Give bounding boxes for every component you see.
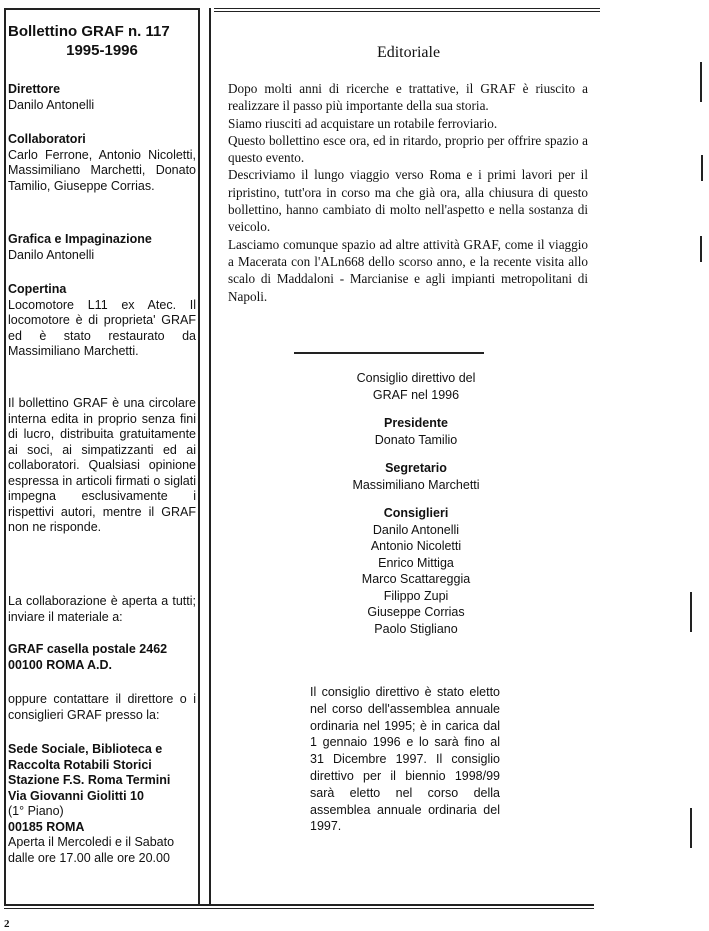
president-name: Donato Tamilio bbox=[374, 432, 458, 447]
editorial-paragraph: Descriviamo il lungo viaggio verso Roma e i primi lavori per il ripristino, tutt'ora in corso ma che già ora, alla chiusura di questo bollettino, hanno cambiato di molto nell'aspetto e nella sostanza di veicolo. bbox=[228, 167, 588, 235]
address-line3: Via Giovanni Giolitti 10 bbox=[8, 788, 144, 803]
councillor-name: Filippo Zupi bbox=[383, 588, 449, 603]
graphics-label: Grafica e Impaginazione bbox=[8, 232, 152, 246]
bottom-rule-2 bbox=[4, 908, 594, 909]
council-top-rule bbox=[294, 352, 484, 354]
collaborators-label: Collaboratori bbox=[8, 132, 86, 146]
address-line5: 00185 ROMA bbox=[8, 819, 85, 834]
director-label: Direttore bbox=[8, 82, 61, 96]
page-number: 2 bbox=[4, 918, 10, 930]
address-block bbox=[8, 742, 196, 866]
editorial-paragraph: Questo bollettino esce ora, ed in ritardo, proprio per offrire spazio a questo evento. bbox=[228, 132, 588, 166]
editorial-paragraph: Dopo molti anni di ricerche e trattative, il GRAF è riuscito a realizzare il passo più importante della sua storia. bbox=[228, 81, 588, 114]
councillor-name: Paolo Stigliano bbox=[374, 621, 458, 636]
council-heading-line2: GRAF nel 1996 bbox=[372, 387, 460, 402]
cover-text: Locomotore L11 ex Atec. Il locomotore è di proprieta' GRAF ed è stato restaurato da Massimiliano Marchetti. bbox=[8, 297, 196, 358]
bottom-rule bbox=[4, 904, 594, 906]
graphics-name: Danilo Antonelli bbox=[8, 247, 95, 262]
bulletin-title: Bollettino GRAF n. 117 bbox=[8, 23, 170, 40]
top-rule-left bbox=[4, 8, 200, 10]
postbox-line1: GRAF casella postale 2462 bbox=[8, 642, 168, 656]
editorial-title: Editoriale bbox=[376, 44, 441, 61]
councillor-name: Antonio Nicoletti bbox=[370, 539, 462, 553]
council-note: Il consiglio direttivo è stato eletto nel corso dell'assemblea annuale ordinaria nel 1995; è in carica dal 1 gennaio 1996 e lo sarà fino al 31 Dicembre 1997. Il consiglio direttivo per il biennio 1998/99 sarà eletto nel corso della assemblea annuale ordinaria del 1997. bbox=[310, 685, 500, 834]
right-margin-mark-3 bbox=[700, 236, 702, 262]
councillor-name: Danilo Antonelli bbox=[372, 522, 460, 537]
cover-label: Copertina bbox=[8, 282, 67, 296]
disclaimer-text: Il bollettino GRAF è una circolare interna edita in proprio senza fini di lucro, distribuita gratuitamente ai soci, ai simpatizzanti ed ai collaboratori. Qualsiasi opinione espressa in articoli firmati o siglati impegna esclusivamente i rispettivi autori, mentre il GRAF non ne risponde. bbox=[8, 396, 196, 534]
collaboration-text: La collaborazione è aperta a tutti; inviare il materiale a: bbox=[8, 594, 196, 624]
address-line2: Stazione F.S. Roma Termini bbox=[8, 773, 171, 787]
secretary-name: Massimiliano Marchetti bbox=[352, 477, 480, 492]
masthead-title bbox=[8, 22, 196, 60]
councillor-name: Giuseppe Corrias bbox=[367, 605, 465, 619]
divider-left bbox=[209, 8, 211, 904]
council-box bbox=[296, 370, 536, 637]
editorial-body bbox=[228, 80, 588, 305]
top-rule-right-2 bbox=[214, 11, 600, 12]
councillors-label: Consiglieri bbox=[383, 506, 449, 520]
postbox-block bbox=[8, 642, 196, 673]
right-margin-mark-1 bbox=[700, 62, 702, 102]
collaborators-block bbox=[8, 132, 196, 194]
president-label: Presidente bbox=[384, 416, 448, 430]
councillor-name: Enrico Mittiga bbox=[378, 555, 454, 570]
top-rule-right bbox=[214, 8, 600, 9]
contact-text: oppure contattare il direttore o i consiglieri GRAF presso la: bbox=[8, 692, 196, 722]
council-heading-line1: Consiglio direttivo del bbox=[356, 371, 476, 385]
editorial-paragraph: Lasciamo comunque spazio ad altre attività GRAF, come il viaggio a Macerata con l'ALn668 dello scorso anno, e la recente visita allo scalo di Maddaloni - Marcianise e agli impianti metropolitani di Napoli. bbox=[228, 236, 588, 304]
secretary-label: Segretario bbox=[385, 461, 447, 475]
address-line1: Sede Sociale, Biblioteca e Raccolta Rotabili Storici bbox=[8, 742, 163, 772]
director-block bbox=[8, 82, 196, 113]
postbox-line2: 00100 ROMA A.D. bbox=[8, 657, 112, 672]
address-line4: (1° Piano) bbox=[8, 804, 64, 818]
editorial-paragraph: Siamo riusciti ad acquistare un rotabile ferroviario. bbox=[228, 115, 498, 131]
graphics-block bbox=[8, 232, 196, 263]
right-margin-mark-4 bbox=[690, 592, 692, 632]
opening-hours: Aperta il Mercoledi e il Sabato dalle ore 17.00 alle ore 20.00 bbox=[8, 835, 175, 865]
collaborators-names: Carlo Ferrone, Antonio Nicoletti, Massimiliano Marchetti, Donato Tamilio, Giuseppe Corrias. bbox=[8, 147, 196, 193]
left-column-border-right bbox=[198, 8, 200, 904]
director-name: Danilo Antonelli bbox=[8, 97, 95, 112]
bulletin-years: 1995-1996 bbox=[66, 42, 138, 59]
right-margin-mark-2 bbox=[701, 155, 703, 181]
right-margin-mark-5 bbox=[690, 808, 692, 848]
cover-block bbox=[8, 282, 196, 360]
left-column-border-left bbox=[4, 8, 6, 904]
councillor-name: Marco Scattareggia bbox=[361, 572, 471, 586]
